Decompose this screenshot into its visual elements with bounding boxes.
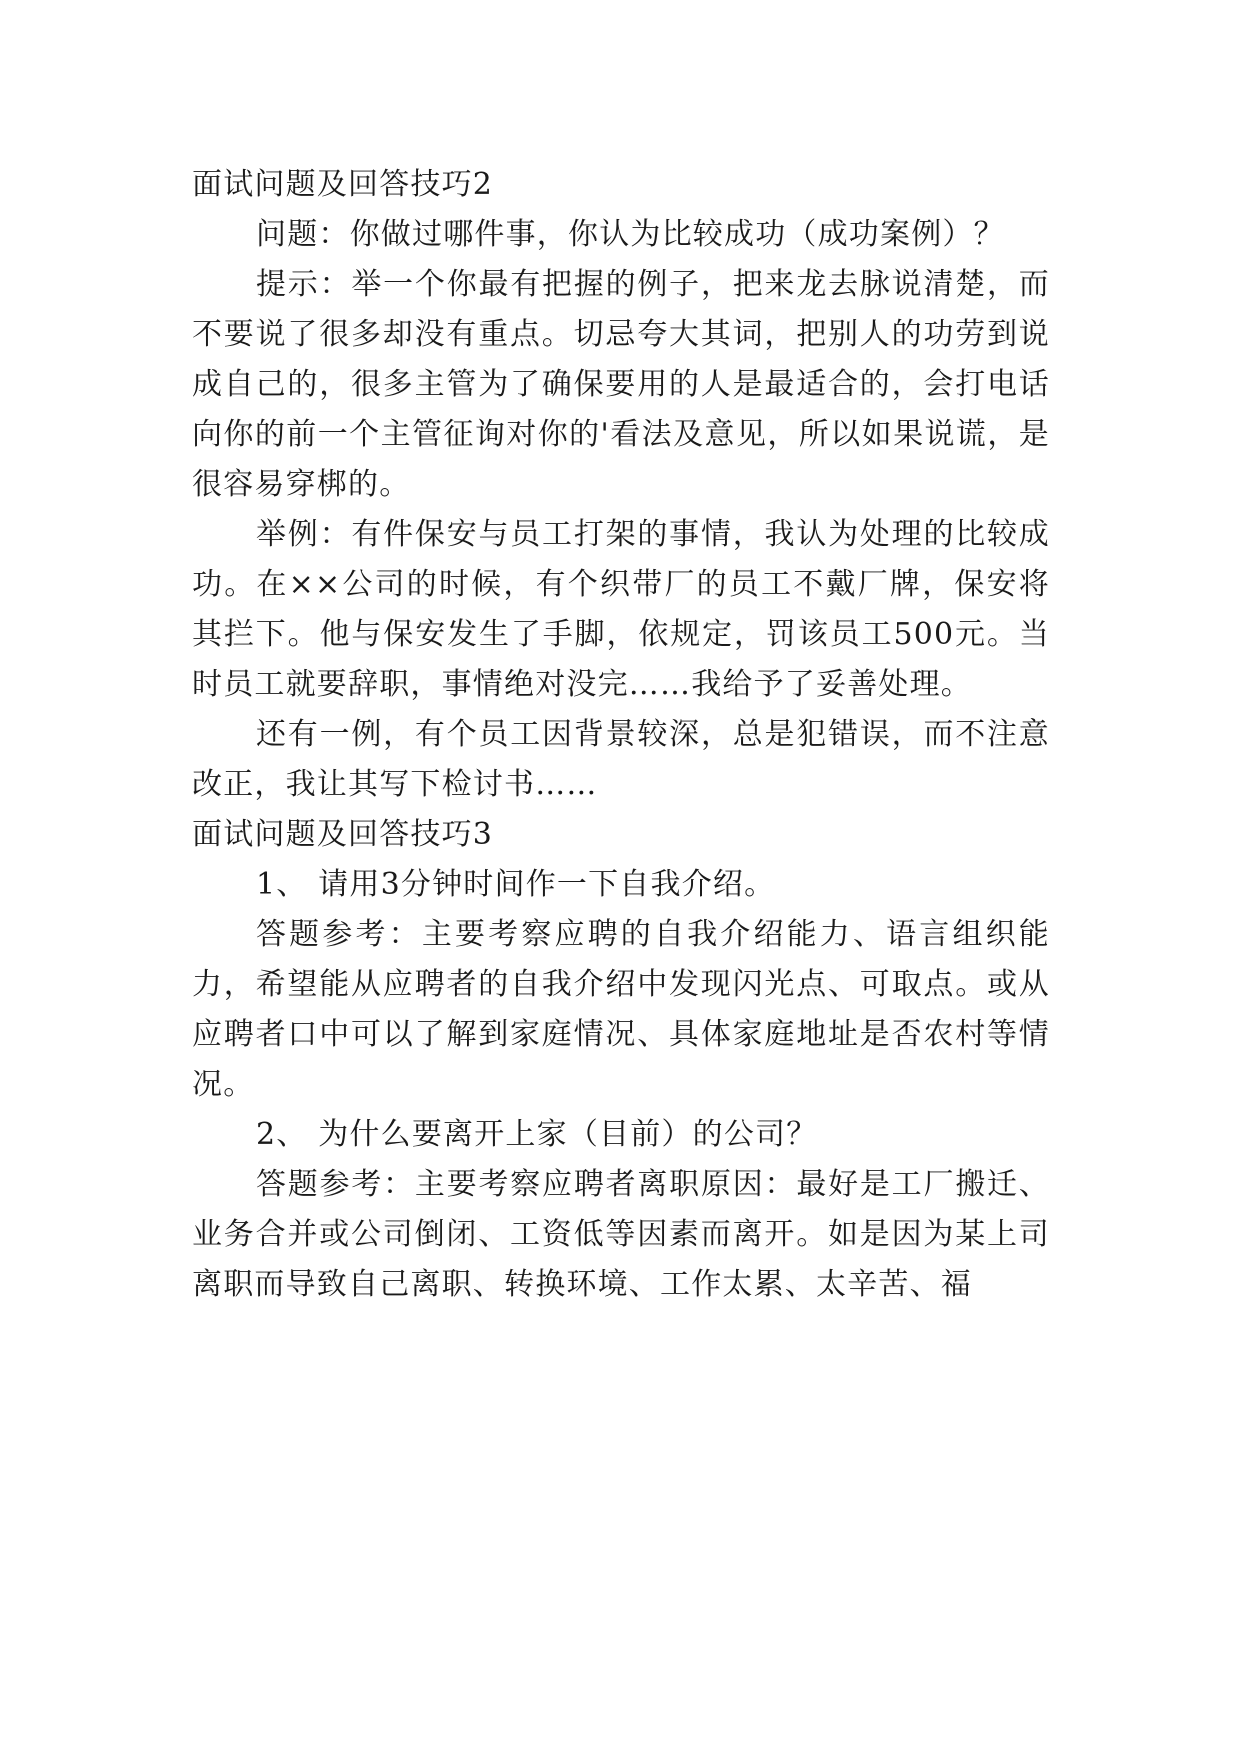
answer-paragraph: 答题参考：主要考察应聘者离职原因：最好是工厂搬迁、业务合并或公司倒闭、工资低等因素而离开。如是因为某上司离职而导致自己离职、转换环境、工作太累、太辛苦、福 <box>192 1167 1050 1302</box>
question-paragraph: 2、 为什么要离开上家（目前）的公司？ <box>256 1117 818 1152</box>
section-title: 面试问题及回答技巧2 <box>192 167 494 202</box>
section-title: 面试问题及回答技巧3 <box>192 817 494 852</box>
tip-paragraph: 提示：举一个你最有把握的例子，把来龙去脉说清楚，而不要说了很多却没有重点。切忌夸大其词，把别人的功劳到说成自己的，很多主管为了确保要用的人是最适合的，会打电话向你的前一个主管征询对你的'看法及意见，所以如果说谎，是很容易穿梆的。 <box>192 267 1050 502</box>
answer-paragraph: 答题参考：主要考察应聘的自我介绍能力、语言组织能力，希望能从应聘者的自我介绍中发现闪光点、可取点。或从应聘者口中可以了解到家庭情况、具体家庭地址是否农村等情况。 <box>192 917 1050 1102</box>
question-paragraph: 1、 请用3分钟时间作一下自我介绍。 <box>256 867 776 902</box>
another-example-paragraph: 还有一例，有个员工因背景较深，总是犯错误，而不注意改正，我让其写下检讨书…… <box>192 717 1050 802</box>
question-paragraph: 问题：你做过哪件事，你认为比较成功（成功案例）？ <box>256 217 1005 252</box>
example-paragraph: 举例：有件保安与员工打架的事情，我认为处理的比较成功。在××公司的时候，有个织带厂的员工不戴厂牌，保安将其拦下。他与保安发生了手脚，依规定，罚该员工500元。当时员工就要辞职，事情绝对没完……我给予了妥善处理。 <box>192 517 1050 702</box>
document-body <box>192 160 1050 1310</box>
